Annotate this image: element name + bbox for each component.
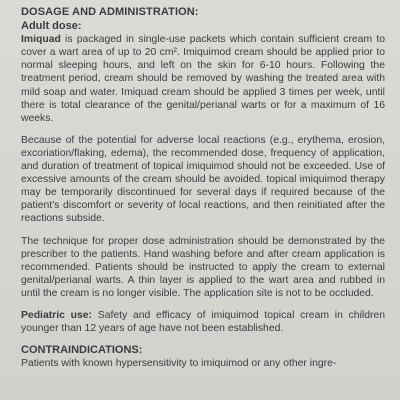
brand-name: Imiquad bbox=[21, 34, 61, 46]
adult-dose-text: is packaged in single-use packets which contain sufficient cream to cover a wart area of up to 20 cm². Imiquimod cream should be applied prior to normal sleeping hours, and left on the skin for 6-10 hours. Following the treatment period, cream should be removed by washing the treated area with mild soap and water. Imiquad cream should be applied 3 times per week, until there is total clearance of the genital/perianal warts or for a maximum of 16 weeks. bbox=[21, 34, 385, 124]
pediatric-paragraph bbox=[21, 309, 385, 335]
technique-paragraph: The technique for proper dose administration should be demonstrated by the prescriber to the patients. Hand washing before and after cream application is recommended. Patients should be instructed to apply the cream to external genital/perianal warts. A thin layer is applied to the wart area and rubbed in until the cream is no longer visible. The application site is not to be occluded. bbox=[21, 235, 385, 299]
contraindications-heading: CONTRAINDICATIONS: bbox=[21, 344, 143, 357]
adult-dose-paragraph bbox=[21, 33, 385, 125]
adult-dose-heading: Adult dose: bbox=[21, 20, 82, 33]
pediatric-heading: Pediatric use: bbox=[21, 309, 93, 321]
adverse-reactions-paragraph: Because of the potential for adverse local reactions (e.g., erythema, erosion, excoriation/flaking, edema), the recommended dose, frequency of application, and duration of treatment of topical imiquimod should not be exceeded. Use of excessive amounts of the cream should be avoided. topical imiquimod therapy may be temporarily discontinued for several days if required because of the patient's discomfort or severity of local reactions, and then reinitiated after the reactions subside. bbox=[21, 134, 385, 225]
section-title: DOSAGE AND ADMINISTRATION: bbox=[21, 6, 199, 18]
contraindications-text: Patients with known hypersensitivity to imiquimod or any other ingre- bbox=[21, 358, 337, 370]
leaflet-column bbox=[21, 6, 385, 370]
pediatric-text: Safety and efficacy of imiquimod topical cream in children younger than 12 years of age have not been established. bbox=[21, 309, 385, 335]
